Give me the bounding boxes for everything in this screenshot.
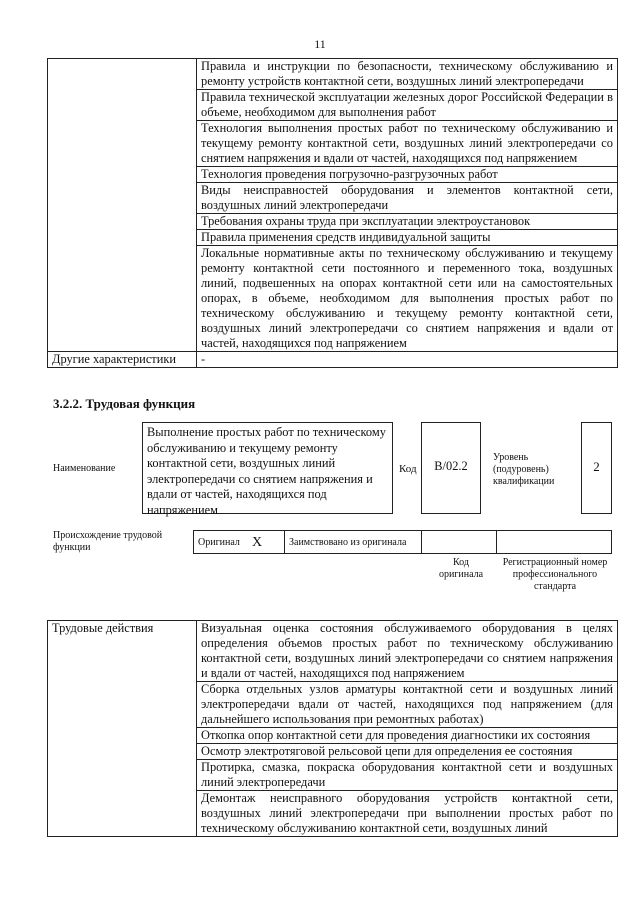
table-row (48, 352, 618, 368)
table-row (48, 59, 618, 90)
table-cell: Осмотр электротяговой рельсовой цепи для определения ее состояния (197, 744, 618, 760)
table-cell: Правила технической эксплуатации железных дорог Российской Федерации в объеме, необходимом для выполнения работ (197, 90, 618, 121)
original-label: Оригинал (194, 531, 249, 554)
origin-label: Происхождение трудовой функции (53, 530, 163, 553)
table-cell: Откопка опор контактной сети для проведения диагностики их состояния (197, 728, 618, 744)
section-title: 3.2.2. Трудовая функция (53, 396, 196, 411)
reg-number-cell (497, 531, 612, 554)
code-label: Код (399, 463, 417, 475)
labor-actions-label: Трудовые действия (48, 621, 197, 837)
labor-actions-table (47, 620, 618, 837)
table-row (194, 531, 612, 554)
table-cell: Правила применения средств индивидуальной защиты (197, 230, 618, 246)
other-characteristics-label: Другие характеристики (48, 352, 197, 368)
origin-table (193, 530, 612, 554)
table-cell: Технология выполнения простых работ по техническому обслуживанию и текущему ремонту контактной сети, воздушных линий электропередачи со снятием напряжения и вдали от частей, находящихся под напряжением (197, 121, 618, 167)
table-cell: Протирка, смазка, покраска оборудования контактной сети и воздушных линий электропередачи (197, 760, 618, 791)
level-value-box: 2 (581, 422, 612, 514)
code-value-box: B/02.2 (421, 422, 481, 514)
other-characteristics-value: - (197, 352, 618, 368)
name-label: Наименование (53, 463, 116, 474)
empty-label-cell (48, 59, 197, 352)
table-cell: Правила и инструкции по безопасности, техническому обслуживанию и ремонту устройств контактной сети, воздушных линий электропередачи (197, 59, 618, 90)
code-original-cell (422, 531, 497, 554)
code-original-caption: Код оригинала (438, 557, 484, 580)
reg-number-caption: Регистрационный номер профессионального стандарта (502, 557, 608, 592)
table-cell: Технология проведения погрузочно-разгрузочных работ (197, 167, 618, 183)
table-cell: Локальные нормативные акты по техническому обслуживанию и текущему ремонту контактной сети постоянного и переменного тока, воздушных линий, подвешенных на опорах контактной сети или на самостоятельных опорах, в объеме, необходимом для выполнения простых работ по техническому обслуживанию и текущему ремонту контактной сети, воздушных линий электропередачи со снятием напряжения и вдали от частей, находящихся под напряжением (197, 246, 618, 352)
page-number: 11 (314, 37, 326, 51)
table-cell: Виды неисправностей оборудования и элементов контактной сети, воздушных линий электропередачи (197, 183, 618, 214)
table-cell: Визуальная оценка состояния обслуживаемого оборудования в целях определения объемов простых работ по техническому обслуживанию контактной сети, воздушных линий электропередачи со снятием напряжения и вдали от частей, находящихся под напряжением (197, 621, 618, 682)
table-cell: Требования охраны труда при эксплуатации электроустановок (197, 214, 618, 230)
level-label: Уровень (подуровень) квалификации (493, 452, 555, 487)
original-mark: X (248, 531, 285, 554)
table-row (48, 621, 618, 682)
table-cell: Сборка отдельных узлов арматуры контактной сети и воздушных линий электропередачи вдали от частей, находящихся под напряжением (для дальнейшего использования при ремонтных работах) (197, 682, 618, 728)
knowledge-table (47, 58, 618, 368)
borrowed-label: Заимствовано из оригинала (285, 531, 422, 554)
table-cell: Демонтаж неисправного оборудования устройств контактной сети, воздушных линий электропередачи при выполнении простых работ по техническому обслуживанию контактной сети, воздушных линий (197, 791, 618, 837)
function-name-box: Выполнение простых работ по техническому обслуживанию и текущему ремонту контактной сети, воздушных линий электропередачи со снятием напряжения и вдали от частей, находящихся под напряжением (142, 422, 393, 514)
